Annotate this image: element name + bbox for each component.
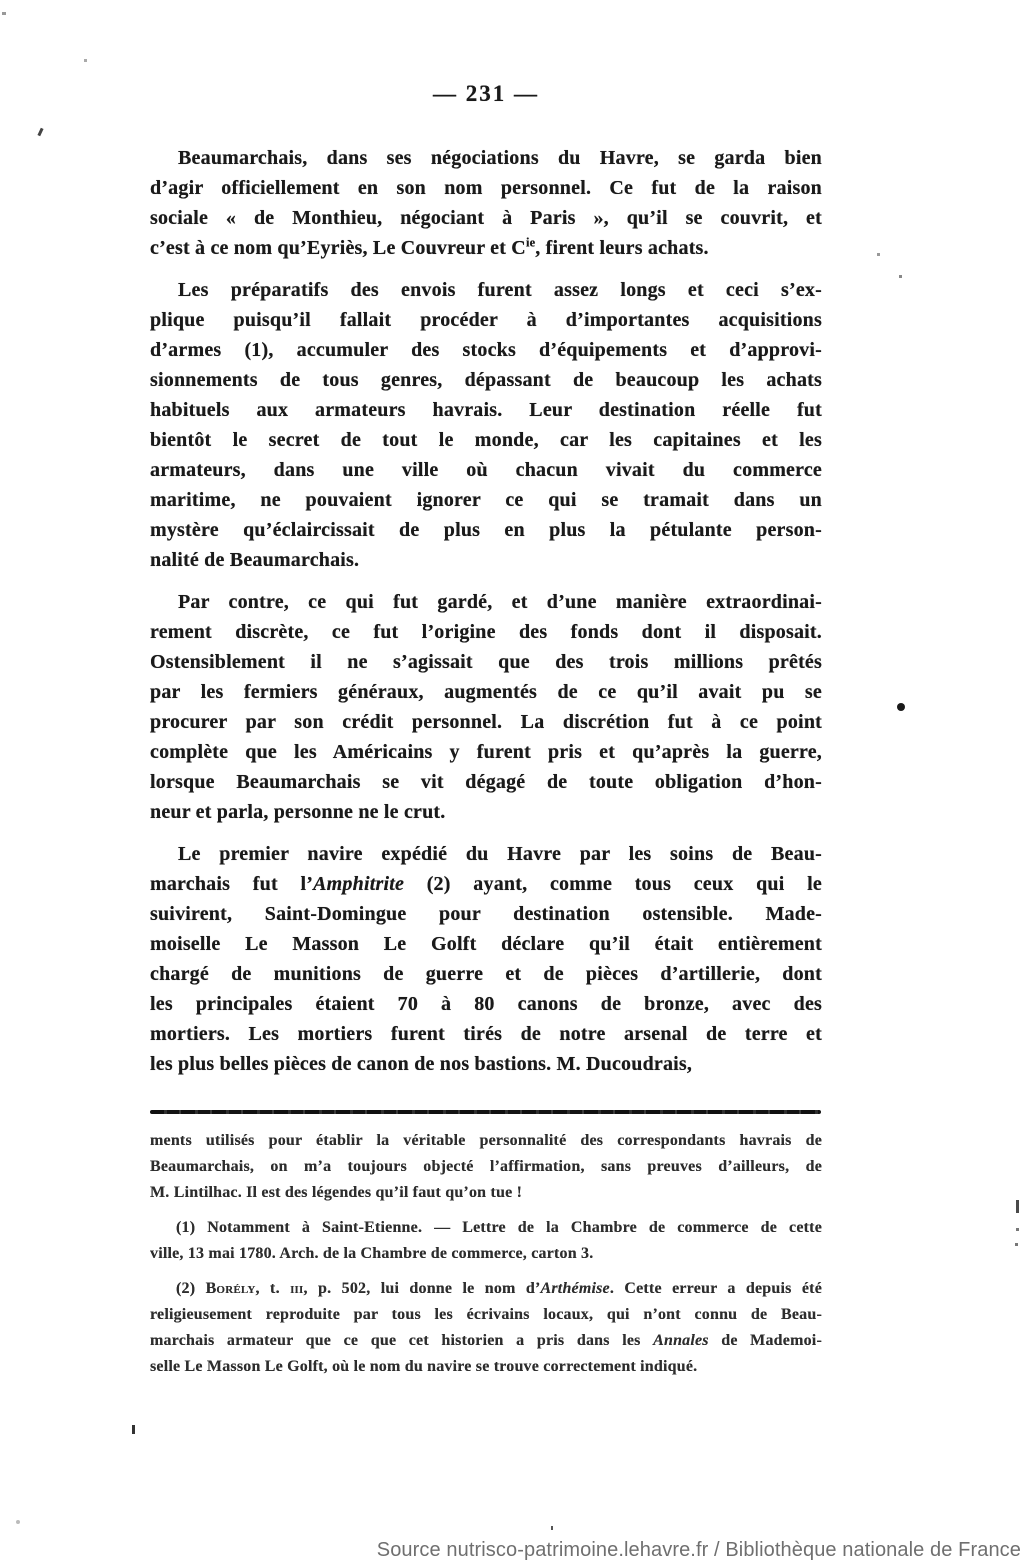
scan-speck: [37, 128, 43, 137]
text-line: procurer par son crédit personnel. La discrétion fut à ce point: [150, 711, 822, 733]
text-line: moiselle Le Masson Le Golft déclare qu’il était entièrement: [150, 933, 822, 955]
scan-speck: [1016, 1228, 1019, 1231]
scan-speck: [2, 12, 6, 15]
scan-speck: [897, 703, 905, 711]
text-line: c’est à ce nom qu’Eyriès, Le Couvreur et $C^{ie}$, firent leurs achats.: [150, 235, 709, 259]
text-line: d’armes (1), accumuler des stocks d’équipements et d’approvi-: [150, 339, 822, 361]
text-line: ments utilisés pour établir la véritable personnalité des correspondants havrais de: [150, 1132, 822, 1149]
paragraph: [150, 587, 822, 827]
scan-speck: [132, 1425, 135, 1434]
scan-speck: [1016, 1200, 1019, 1213]
paragraph: [150, 275, 822, 575]
page-number: — 231 —: [433, 81, 539, 106]
scan-speck: [899, 275, 902, 278]
text-line: les principales étaient 70 à 80 canons de bronze, avec des: [150, 993, 822, 1015]
text-line: Le premier navire expédié du Havre par les soins de Beau-: [178, 843, 822, 865]
footnote: [150, 1215, 822, 1267]
text-line: Beaumarchais, dans ses négociations du Havre, se garda bien: [178, 147, 822, 169]
text-line: marchais armateur que ce que cet historien a pris dans les Annales de Mademoi-: [150, 1332, 822, 1349]
scan-speck: [877, 253, 880, 256]
scan-speck: [84, 59, 87, 62]
paragraph: [150, 143, 822, 263]
text-line: bientôt le secret de tout le monde, car les capitaines et les: [150, 429, 822, 451]
source-attribution: Source nutrisco-patrimoine.lehavre.fr / Bibliothèque nationale de France: [376, 1539, 1021, 1561]
text-line: mystère qu’éclaircissait de plus en plus la pétulante person-: [150, 519, 822, 541]
footnotes: [150, 1128, 822, 1389]
text-line: chargé de munitions de guerre et de pièces d’artillerie, dont: [150, 963, 822, 985]
text-line: lorsque Beaumarchais se vit dégagé de toute obligation d’hon-: [150, 771, 822, 793]
text-line: religieusement reproduite par tous les écrivains locaux, qui n’ont connu de Beau-: [150, 1306, 822, 1323]
text-line: d’agir officiellement en son nom personnel. Ce fut de la raison: [150, 177, 822, 199]
footnote: [150, 1128, 822, 1206]
text-line: marchais fut l’Amphitrite (2) ayant, comme tous ceux qui le: [150, 873, 822, 895]
paragraph: [150, 839, 822, 1079]
text-line: neur et parla, personne ne le crut.: [150, 801, 446, 823]
text-line: Par contre, ce qui fut gardé, et d’une manière extraordinai-: [178, 591, 822, 613]
footnote-separator-rule: [150, 1110, 821, 1114]
text-line: les plus belles pièces de canon de nos bastions. M. Ducoudrais,: [150, 1053, 693, 1075]
text-line: M. Lintilhac. Il est des légendes qu’il faut qu’on tue !: [150, 1184, 523, 1201]
text-line: sociale « de Monthieu, négociant à Paris », qu’il se couvrit, et: [150, 207, 822, 229]
text-line: par les fermiers généraux, augmentés de ce qu’il avait pu se: [150, 681, 822, 703]
text-line: Beaumarchais, on m’a toujours objecté l’affirmation, sans preuves d’ailleurs, de: [150, 1158, 822, 1175]
text-line: Ostensiblement il ne s’agissait que des trois millions prêtés: [150, 651, 822, 673]
footnote: [150, 1276, 822, 1380]
text-line: (2) Borély, t. iii, p. 502, lui donne le nom d’Arthémise. Cette erreur a depuis été: [176, 1280, 822, 1297]
text-line: nalité de Beaumarchais.: [150, 549, 360, 571]
text-line: complète que les Américains y furent pris et qu’après la guerre,: [150, 741, 822, 763]
text-line: armateurs, dans une ville où chacun vivait du commerce: [150, 459, 822, 481]
scan-speck: [1015, 1243, 1018, 1246]
body-text: [150, 143, 822, 1091]
text-line: rement discrète, ce fut l’origine des fonds dont il disposait.: [150, 621, 822, 643]
text-line: plique puisqu’il fallait procéder à d’importantes acquisitions: [150, 309, 822, 331]
scan-speck: [16, 1520, 20, 1524]
scan-speck: [551, 1526, 553, 1530]
text-line: selle Le Masson Le Golft, où le nom du navire se trouve correctement indiqué.: [150, 1358, 698, 1375]
text-line: mortiers. Les mortiers furent tirés de notre arsenal de terre et: [150, 1023, 822, 1045]
text-line: maritime, ne pouvaient ignorer ce qui se tramait dans un: [150, 489, 822, 511]
text-line: Les préparatifs des envois furent assez longs et ceci s’ex-: [178, 279, 822, 301]
text-line: suivirent, Saint-Domingue pour destination ostensible. Made-: [150, 903, 822, 925]
text-line: ville, 13 mai 1780. Arch. de la Chambre de commerce, carton 3.: [150, 1245, 594, 1262]
text-line: sionnements de tous genres, dépassant de beaucoup les achats: [150, 369, 822, 391]
text-line: (1) Notamment à Saint-Etienne. — Lettre de la Chambre de commerce de cette: [176, 1219, 822, 1236]
text-line: habituels aux armateurs havrais. Leur destination réelle fut: [150, 399, 822, 421]
